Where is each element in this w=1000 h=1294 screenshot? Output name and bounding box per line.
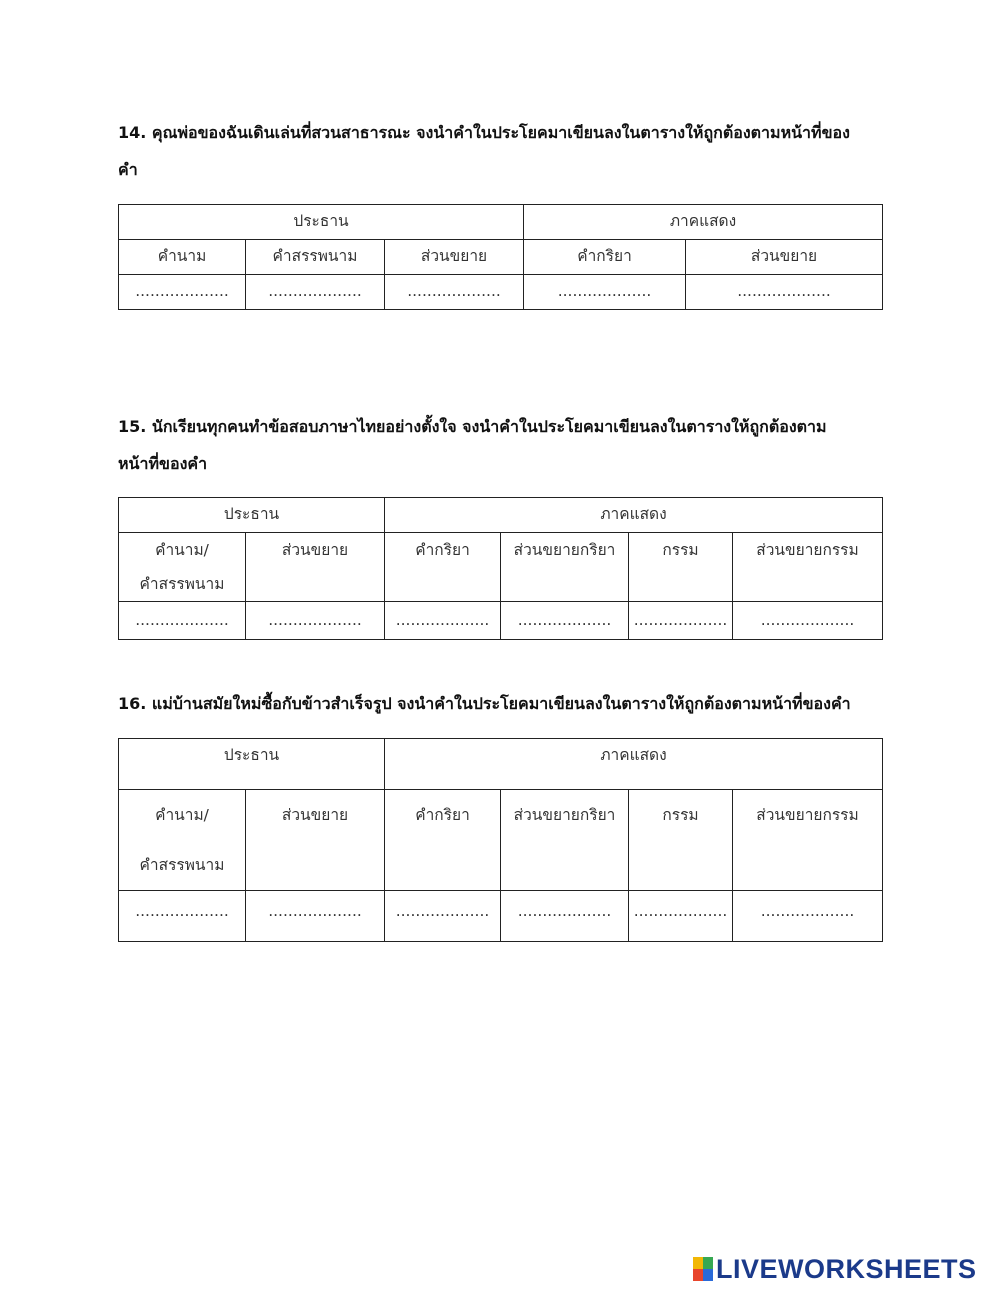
subject-header: ประธาน xyxy=(119,739,385,790)
col-verb-modifier: ส่วนขยายกริยา xyxy=(501,533,629,602)
col-subject-modifier: ส่วนขยาย xyxy=(246,790,385,891)
predicate-header: ภาคแสดง xyxy=(385,498,883,533)
col-object: กรรม xyxy=(629,533,733,602)
answer-blank-noun[interactable]: ................... xyxy=(119,275,246,310)
answer-blank-noun-pronoun[interactable]: ................... xyxy=(119,602,246,640)
col-pronoun-label: คำสรรพนาม xyxy=(139,575,225,593)
answer-blank-verb[interactable]: ................... xyxy=(385,602,501,640)
question-15-title xyxy=(118,408,878,482)
question-16-title xyxy=(118,685,878,722)
answer-blank-verb-modifier[interactable]: ................... xyxy=(686,275,883,310)
answer-blank-object-modifier[interactable]: ................... xyxy=(733,602,883,640)
predicate-header: ภาคแสดง xyxy=(385,739,883,790)
question-15-line2: หน้าที่ของคำ xyxy=(118,454,208,473)
answer-blank-noun-pronoun[interactable]: ................... xyxy=(119,891,246,942)
predicate-header: ภาคแสดง xyxy=(524,205,883,240)
answer-blank-object[interactable]: ................... xyxy=(629,891,733,942)
answer-blank-subject-modifier[interactable]: ................... xyxy=(385,275,524,310)
col-subject-modifier: ส่วนขยาย xyxy=(246,533,385,602)
question-15-table xyxy=(118,497,883,640)
question-14-title xyxy=(118,114,878,188)
liveworksheets-logo-text: LIVEWORKSHEETS xyxy=(716,1253,977,1284)
question-16-table xyxy=(118,738,883,942)
answer-blank-verb-modifier[interactable]: ................... xyxy=(501,602,629,640)
col-pronoun: คำสรรพนาม xyxy=(246,240,385,275)
col-subject-modifier: ส่วนขยาย xyxy=(385,240,524,275)
question-14-line1: 14. คุณพ่อของฉันเดินเล่นที่สวนสาธารณะ จงนำคำในประโยคมาเขียนลงในตารางให้ถูกต้องตามหน้าที่ของ xyxy=(118,123,850,142)
col-noun-label: คำนาม/ xyxy=(155,541,209,559)
question-15-line1: 15. นักเรียนทุกคนทำข้อสอบภาษาไทยอย่างตั้งใจ จงนำคำในประโยคมาเขียนลงในตารางให้ถูกต้องตาม xyxy=(118,417,827,436)
col-verb: คำกริยา xyxy=(524,240,686,275)
col-object-modifier: ส่วนขยายกรรม xyxy=(733,790,883,891)
question-14-line2: คำ xyxy=(118,160,138,179)
col-noun-label: คำนาม/ xyxy=(155,806,209,824)
col-pronoun-label: คำสรรพนาม xyxy=(139,856,225,874)
answer-blank-subject-modifier[interactable]: ................... xyxy=(246,602,385,640)
col-verb-modifier: ส่วนขยายกริยา xyxy=(501,790,629,891)
col-verb: คำกริยา xyxy=(385,790,501,891)
answer-blank-object-modifier[interactable]: ................... xyxy=(733,891,883,942)
subject-header: ประธาน xyxy=(119,205,524,240)
col-noun-pronoun xyxy=(119,790,246,891)
answer-blank-verb-modifier[interactable]: ................... xyxy=(501,891,629,942)
liveworksheets-logo xyxy=(693,1254,977,1284)
answer-blank-verb[interactable]: ................... xyxy=(524,275,686,310)
col-verb: คำกริยา xyxy=(385,533,501,602)
col-object: กรรม xyxy=(629,790,733,891)
question-14-table xyxy=(118,204,883,310)
col-noun-pronoun xyxy=(119,533,246,602)
question-16-line1: 16. แม่บ้านสมัยใหม่ซื้อกับข้าวสำเร็จรูป จงนำคำในประโยคมาเขียนลงในตารางให้ถูกต้องตามหน้าที่ของคำ xyxy=(118,694,851,713)
answer-blank-subject-modifier[interactable]: ................... xyxy=(246,891,385,942)
col-object-modifier: ส่วนขยายกรรม xyxy=(733,533,883,602)
subject-header: ประธาน xyxy=(119,498,385,533)
answer-blank-object[interactable]: ................... xyxy=(629,602,733,640)
col-verb-modifier: ส่วนขยาย xyxy=(686,240,883,275)
liveworksheets-logo-icon xyxy=(693,1257,713,1281)
answer-blank-verb[interactable]: ................... xyxy=(385,891,501,942)
answer-blank-pronoun[interactable]: ................... xyxy=(246,275,385,310)
col-noun: คำนาม xyxy=(119,240,246,275)
